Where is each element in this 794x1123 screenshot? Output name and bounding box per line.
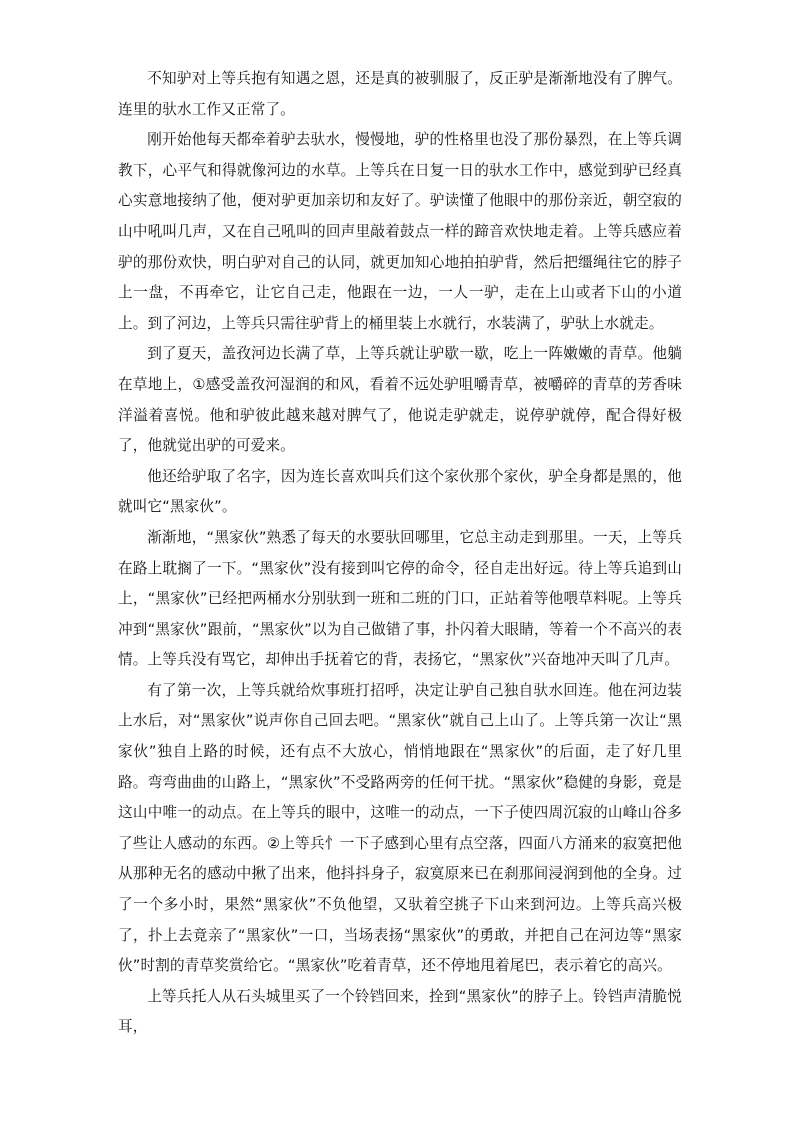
paragraph-1: 不知驴对上等兵抱有知遇之恩，还是真的被驯服了，反正驴是渐渐地没有了脾气。连里的驮水工作又正常了。 [118, 70, 682, 118]
paragraph-3: 到了夏天，盖孜河边长满了草，上等兵就让驴歇一歇，吃上一阵嫩嫩的青草。他躺在草地上，①感受盖孜河湿润的和风，看着不远处驴咀嚼青草，被嚼碎的青草的芳香味洋溢着喜悦。他和驴彼此越来越对脾气了，他说走驴就走，说停驴就停，配合得好极了，他就觉出驴的可爱来。 [118, 345, 682, 455]
document-body [118, 64, 682, 1043]
paragraph-7: 上等兵托人从石头城里买了一个铃铛回来，拴到“黑家伙”的脖子上。铃铛声清脆悦耳， [118, 987, 682, 1036]
paragraph-5: 渐渐地，“黑家伙”熟悉了每天的水要驮回哪里，它总主动走到那里。一天，上等兵在路上耽搁了一下。“黑家伙”没有接到叫它停的命令，径自走出好远。待上等兵追到山上，“黑家伙”已经把两桶水分别驮到一班和二班的门口，正站着等他喂草料呢。上等兵冲到“黑家伙”跟前，“黑家伙”以为自己做错了事，扑闪着大眼睛，等着一个不高兴的表情。上等兵没有骂它，却伸出手抚着它的背，表扬它，“黑家伙”兴奋地冲天叫了几声。 [118, 528, 682, 669]
paragraph-4: 他还给驴取了名字，因为连长喜欢叫兵们这个家伙那个家伙，驴全身都是黑的，他就叫它“黑家伙”。 [118, 467, 682, 516]
paragraph-2: 刚开始他每天都牵着驴去驮水，慢慢地，驴的性格里也没了那份暴烈，在上等兵调教下，心平气和得就像河边的水草。上等兵在日复一日的驮水工作中，感觉到驴已经真心实意地接纳了他，便对驴更加亲切和友好了。驴读懂了他眼中的那份亲近，朝空寂的山中吼叫几声，又在自己吼叫的回声里敲着鼓点一样的蹄音欢快地走着。上等兵感应着驴的那份欢快，明白驴对自己的认同，就更加知心地拍拍驴背，然后把缰绳往它的脖子上一盘，不再牵它，让它自己走，他跟在一边，一人一驴，走在上山或者下山的小道上。到了河边，上等兵只需往驴背上的桶里装上水就行，水装满了，驴驮上水就走。 [118, 131, 682, 332]
paragraph-6: 有了第一次，上等兵就给炊事班打招呼，决定让驴自己独自驮水回连。他在河边装上水后，对“黑家伙”说声你自己回去吧。“黑家伙”就自己上山了。上等兵第一次让“黑家伙”独自上路的时候，还有点不大放心，悄悄地跟在“黑家伙”的后面，走了好几里路。弯弯曲曲的山路上，“黑家伙”不受路两旁的任何干扰。“黑家伙”稳健的身影，竟是这山中唯一的动点。在上等兵的眼中，这唯一的动点，一下子使四周沉寂的山峰山谷多了些让人感动的东西。②上等兵忄一下子感到心里有点空落，四面八方涌来的寂寞把他从那种无名的感动中揪了出来，他抖抖身子，寂寞原来已在刹那间浸润到他的全身。过了一个多小时，果然“黑家伙”不负他望，又驮着空挑子下山来到河边。上等兵高兴极了，扑上去竟亲了“黑家伙”一口，当场表扬“黑家伙”的勇敢，并把自己在河边等“黑家伙”时割的青草奖赏给它。“黑家伙”吃着青草，还不停地甩着尾巴，表示着它的高兴。 [118, 681, 682, 975]
